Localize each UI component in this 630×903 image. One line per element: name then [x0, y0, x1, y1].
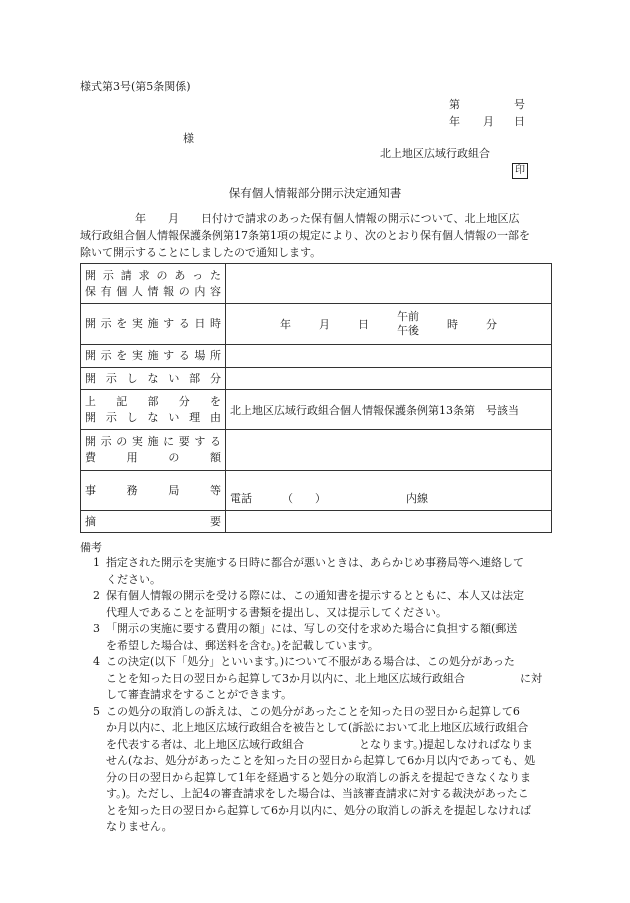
minute-unit: 分 — [486, 318, 497, 331]
document-number-label: 第 — [449, 98, 460, 111]
row-label-line: 費用の額 — [85, 451, 221, 464]
row-label-line: 開示を実施する場所 — [85, 349, 221, 362]
row-label-line: 開示請求のあった — [85, 268, 221, 282]
row-label — [81, 345, 226, 368]
row-label-line: 事務局等 — [85, 483, 221, 497]
note-text — [106, 588, 556, 621]
table-row-secretariat — [81, 471, 552, 511]
table-row-disclosure-datetime — [81, 304, 552, 345]
note-line: す。)。ただし、上記4の審査請求をした場合は、当該審査請求に対する裁決があったこ — [106, 787, 529, 800]
phone-label: 電話 — [230, 491, 252, 505]
seal-box: 印 — [512, 163, 528, 179]
note-line: この決定(以下「処分」といいます。)について不服がある場合は、この処分があった — [106, 655, 515, 668]
note-text — [106, 621, 556, 654]
row-value: 北上地区広域行政組合個人情報保護条例第13条第 号該当 — [226, 390, 552, 430]
row-label-line: 開示しない部分 — [85, 371, 221, 385]
table-row-remarks — [81, 511, 552, 533]
note-line: とを知った日の翌日から起算して6か月以内に、処分の取消しの訴えを提起しなければ — [106, 803, 531, 817]
note-line: か月以内に、北上地区広域行政組合を被告として(訴訟において北上地区広域行政組合 — [106, 721, 529, 734]
document-title: 保有個人情報部分開示決定通知書 — [228, 186, 402, 200]
row-label — [81, 368, 226, 390]
issue-date-day: 日 — [514, 115, 525, 128]
note-line: なりません。 — [106, 820, 173, 833]
row-label — [81, 304, 226, 345]
note-number: 4 — [93, 655, 100, 668]
issuer-name: 北上地区広域行政組合 — [380, 147, 490, 160]
note-text — [106, 654, 556, 704]
row-value — [226, 430, 552, 471]
note-number: 2 — [93, 589, 100, 602]
row-label — [81, 390, 226, 430]
pm-label: 午後 — [397, 324, 419, 337]
form-number: 様式第3号(第5条関係) — [80, 80, 191, 93]
note-line: ください。 — [106, 572, 161, 586]
notes-title: 備考 — [80, 541, 102, 554]
note-line: 分の日の翌日から起算して1年を経過すると処分の取消しの訴えを提起できなくなりま — [106, 770, 531, 784]
row-label — [81, 511, 226, 533]
hour-unit: 時 — [447, 318, 458, 331]
issue-date-month: 月 — [483, 115, 494, 128]
note-line: 指定された開示を実施する日時に都合が悪いときは、あらかじめ事務局等へ連絡して — [106, 556, 524, 569]
intro-line: 除いて開示することにしましたので通知します。 — [80, 246, 322, 259]
intro-line: 年 月 日付けで請求のあった保有個人情報の開示について、北上地区広 — [80, 212, 520, 225]
intro-paragraph — [80, 210, 552, 261]
extension-label: 内線 — [406, 491, 428, 505]
row-label-line: 上記部分を — [85, 394, 221, 408]
am-pm-selector — [397, 310, 419, 338]
row-value — [226, 368, 552, 390]
row-label — [81, 430, 226, 471]
notes-section — [80, 540, 556, 836]
addressee: 様 — [183, 132, 194, 145]
row-value — [226, 264, 552, 304]
note-item — [80, 555, 556, 588]
note-item — [80, 704, 556, 836]
note-line: を代表する者は、北上地区広域行政組合 となります。)提起しなければなりま — [106, 737, 533, 751]
issue-date-year: 年 — [449, 115, 460, 128]
row-label-line: 開示の実施に要する — [85, 435, 221, 448]
note-line: ことを知った日の翌日から起算して3か月以内に、北上地区広域行政組合 に対 — [106, 671, 542, 685]
phone-area-code: （ ） — [282, 491, 326, 505]
note-item — [80, 588, 556, 621]
document-number-suffix: 号 — [514, 98, 525, 111]
note-line: を希望した場合は、郵送料を含む。)を記載しています。 — [106, 638, 379, 652]
note-item — [80, 654, 556, 704]
row-value — [226, 511, 552, 533]
row-label-line: 保有個人情報の内容 — [85, 284, 221, 298]
note-number: 1 — [93, 556, 100, 569]
table-row-undisclosed-part — [81, 368, 552, 390]
note-line: この処分の取消しの訴えは、この処分があったことを知った日の翌日から起算して6 — [106, 704, 520, 718]
note-line: 「開示の実施に要する費用の額」には、写しの交付を求めた場合に負担する額(郵送 — [106, 622, 518, 635]
note-line: 保有個人情報の開示を受ける際には、この通知書を提示するとともに、本人又は法定 — [106, 589, 524, 602]
note-line: せん(なお、処分があったことを知った日の翌日から起算して6か月以内であっても、処 — [106, 754, 536, 767]
row-value — [226, 345, 552, 368]
date-day-unit: 日 — [358, 318, 369, 331]
datetime-fields — [230, 310, 547, 338]
row-value — [226, 471, 552, 511]
table-row-cost — [81, 430, 552, 471]
row-label-line: 摘要 — [85, 514, 221, 528]
note-line: 代理人であることを証明する書類を提出し、又は提示してください。 — [106, 605, 447, 619]
row-label — [81, 471, 226, 511]
note-number: 3 — [93, 622, 100, 635]
note-number: 5 — [93, 704, 100, 718]
intro-line: 域行政組合個人情報保護条例第17条第1項の規定により、次のとおり保有個人情報の一部を — [80, 229, 530, 242]
note-text — [106, 555, 556, 588]
note-line: して審査請求をすることができます。 — [106, 688, 293, 701]
row-label — [81, 264, 226, 304]
note-item — [80, 621, 556, 654]
row-label-line: 開示しない理由 — [85, 410, 221, 424]
table-row-disclosure-place — [81, 345, 552, 368]
table-row-nondisclosure-reason — [81, 390, 552, 430]
row-label-line: 開示を実施する日時 — [85, 317, 221, 330]
am-label: 午前 — [397, 310, 419, 323]
date-month-unit: 月 — [319, 318, 330, 331]
note-text — [106, 704, 556, 836]
disclosure-details-table — [80, 263, 552, 533]
table-row-requested-info — [81, 264, 552, 304]
date-year-unit: 年 — [280, 318, 291, 331]
row-value — [226, 304, 552, 345]
contact-fields — [230, 476, 547, 506]
